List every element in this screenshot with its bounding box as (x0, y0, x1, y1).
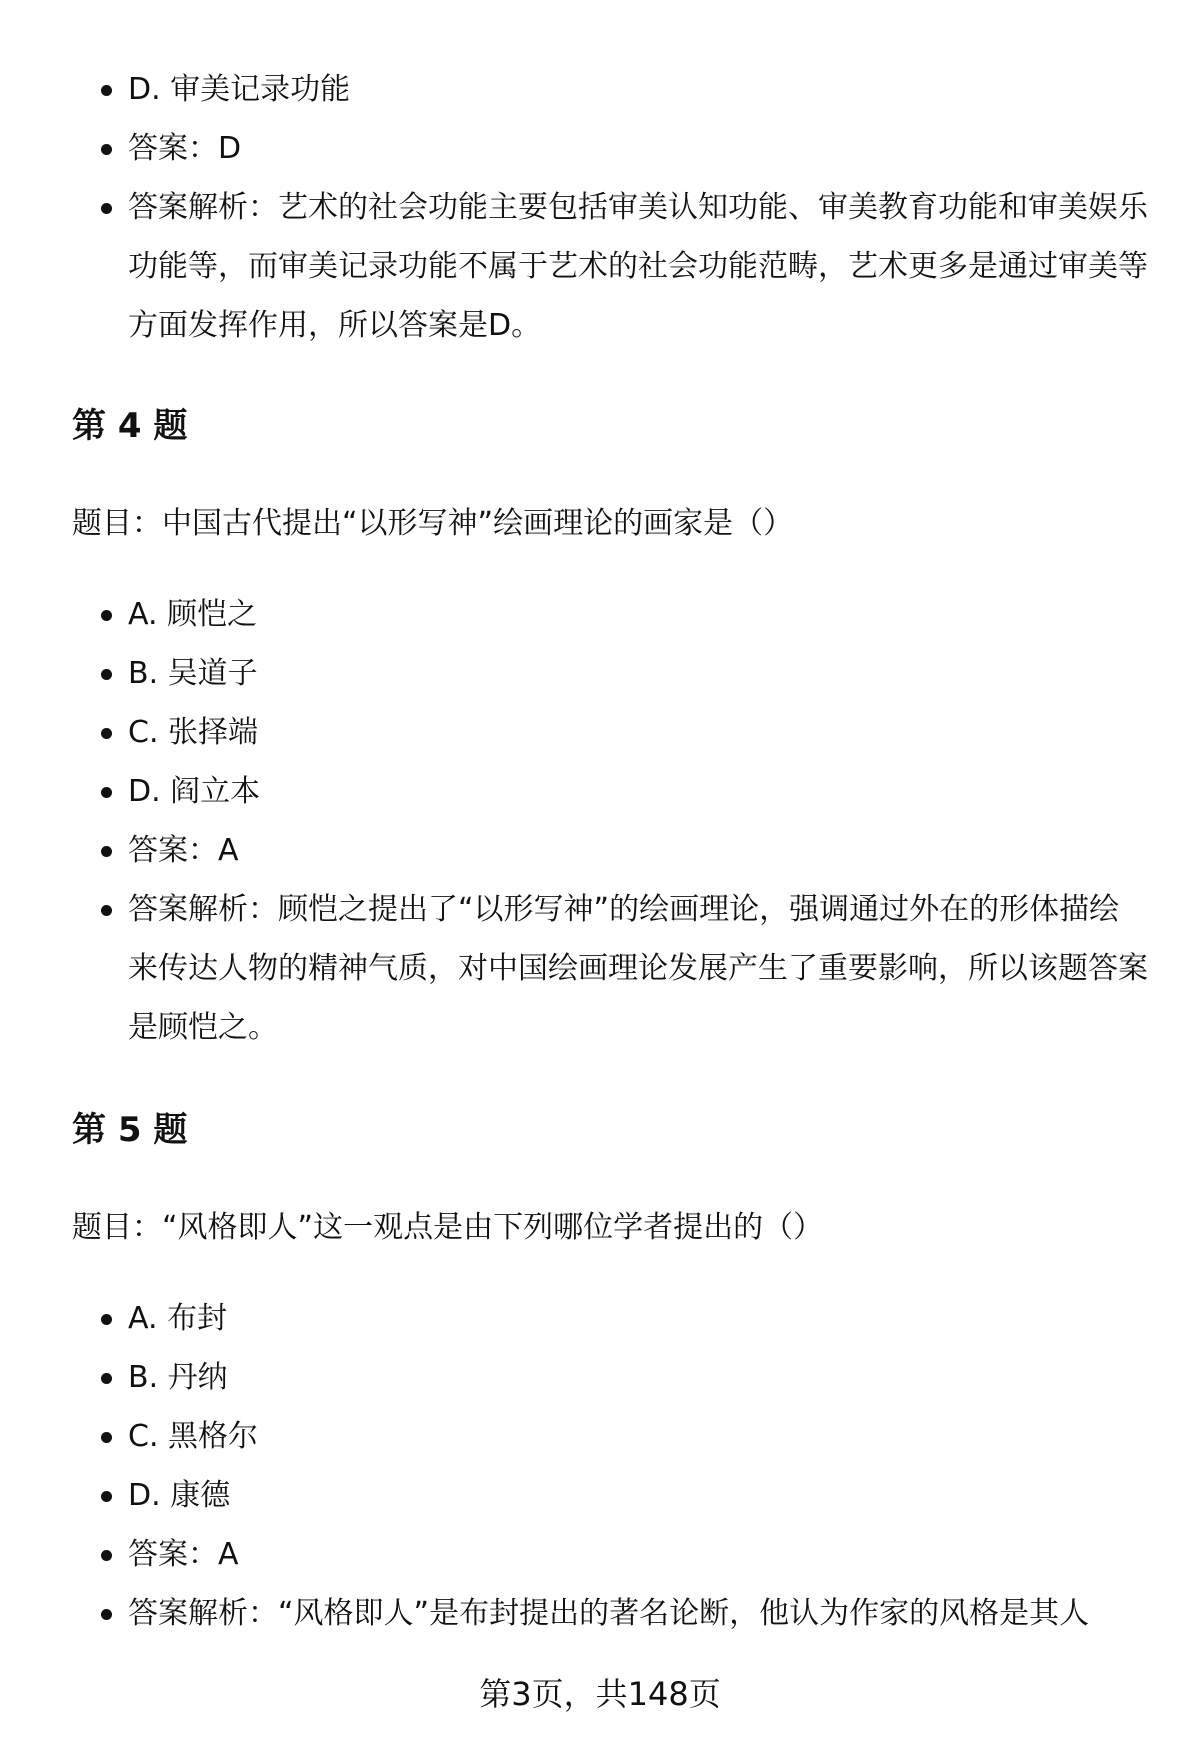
explanation-text: 答案解析：顾恺之提出了“以形写神”的绘画理论，强调通过外在的形体描绘来传达人物的精神气质，对中国绘画理论发展产生了重要影响，所以该题答案是顾恺之。 (128, 892, 1148, 1045)
bullet-icon (101, 1609, 112, 1620)
option-text: D. 康德 (128, 1478, 231, 1513)
answer-text: 答案：A (128, 1537, 239, 1572)
q4-option-b (128, 644, 1148, 703)
q5-explanation (128, 1584, 1148, 1643)
q4-option-a (128, 585, 1148, 644)
q4-explanation (128, 880, 1148, 1057)
q3-option-d (128, 60, 1148, 119)
q4-answer (128, 821, 1148, 880)
page-number-footer: 第3页，共148页 (479, 1675, 721, 1713)
q4-question: 题目：中国古代提出“以形写神”绘画理论的画家是（） (72, 506, 794, 541)
answer-text: 答案：D (128, 131, 242, 166)
bullet-icon (101, 1491, 112, 1502)
bullet-icon (101, 787, 112, 798)
explanation-text: 答案解析：“风格即人”是布封提出的著名论断，他认为作家的风格是其人 (128, 1596, 1090, 1631)
q5-option-c (128, 1407, 1148, 1466)
option-text: C. 黑格尔 (128, 1419, 259, 1454)
q5-heading: 第 5 题 (72, 1110, 188, 1150)
option-text: B. 吴道子 (128, 656, 258, 691)
q4-option-d (128, 762, 1148, 821)
bullet-icon (101, 728, 112, 739)
bullet-icon (101, 85, 112, 96)
q5-option-a (128, 1289, 1148, 1348)
q5-question: 题目：“风格即人”这一观点是由下列哪位学者提出的（） (72, 1210, 824, 1245)
bullet-icon (101, 203, 112, 214)
bullet-icon (101, 669, 112, 680)
option-text: A. 顾恺之 (128, 597, 258, 632)
explanation-text: 答案解析：艺术的社会功能主要包括审美认知功能、审美教育功能和审美娱乐功能等，而审美记录功能不属于艺术的社会功能范畴，艺术更多是通过审美等方面发挥作用，所以答案是D。 (128, 190, 1148, 343)
bullet-icon (101, 1373, 112, 1384)
q4-option-c (128, 703, 1148, 762)
q5-option-d (128, 1466, 1148, 1525)
q3-answer (128, 119, 1148, 178)
bullet-icon (101, 1314, 112, 1325)
option-text: C. 张择端 (128, 715, 259, 750)
q4-heading: 第 4 题 (72, 406, 188, 446)
bullet-icon (101, 1432, 112, 1443)
q3-explanation (128, 178, 1148, 355)
bullet-icon (101, 846, 112, 857)
bullet-icon (101, 144, 112, 155)
bullet-icon (101, 610, 112, 621)
bullet-icon (101, 905, 112, 916)
bullet-icon (101, 1550, 112, 1561)
option-text: B. 丹纳 (128, 1360, 228, 1395)
answer-text: 答案：A (128, 833, 239, 868)
q5-option-b (128, 1348, 1148, 1407)
option-text: D. 审美记录功能 (128, 72, 351, 107)
option-text: A. 布封 (128, 1301, 228, 1336)
option-text: D. 阎立本 (128, 774, 261, 809)
q5-answer (128, 1525, 1148, 1584)
